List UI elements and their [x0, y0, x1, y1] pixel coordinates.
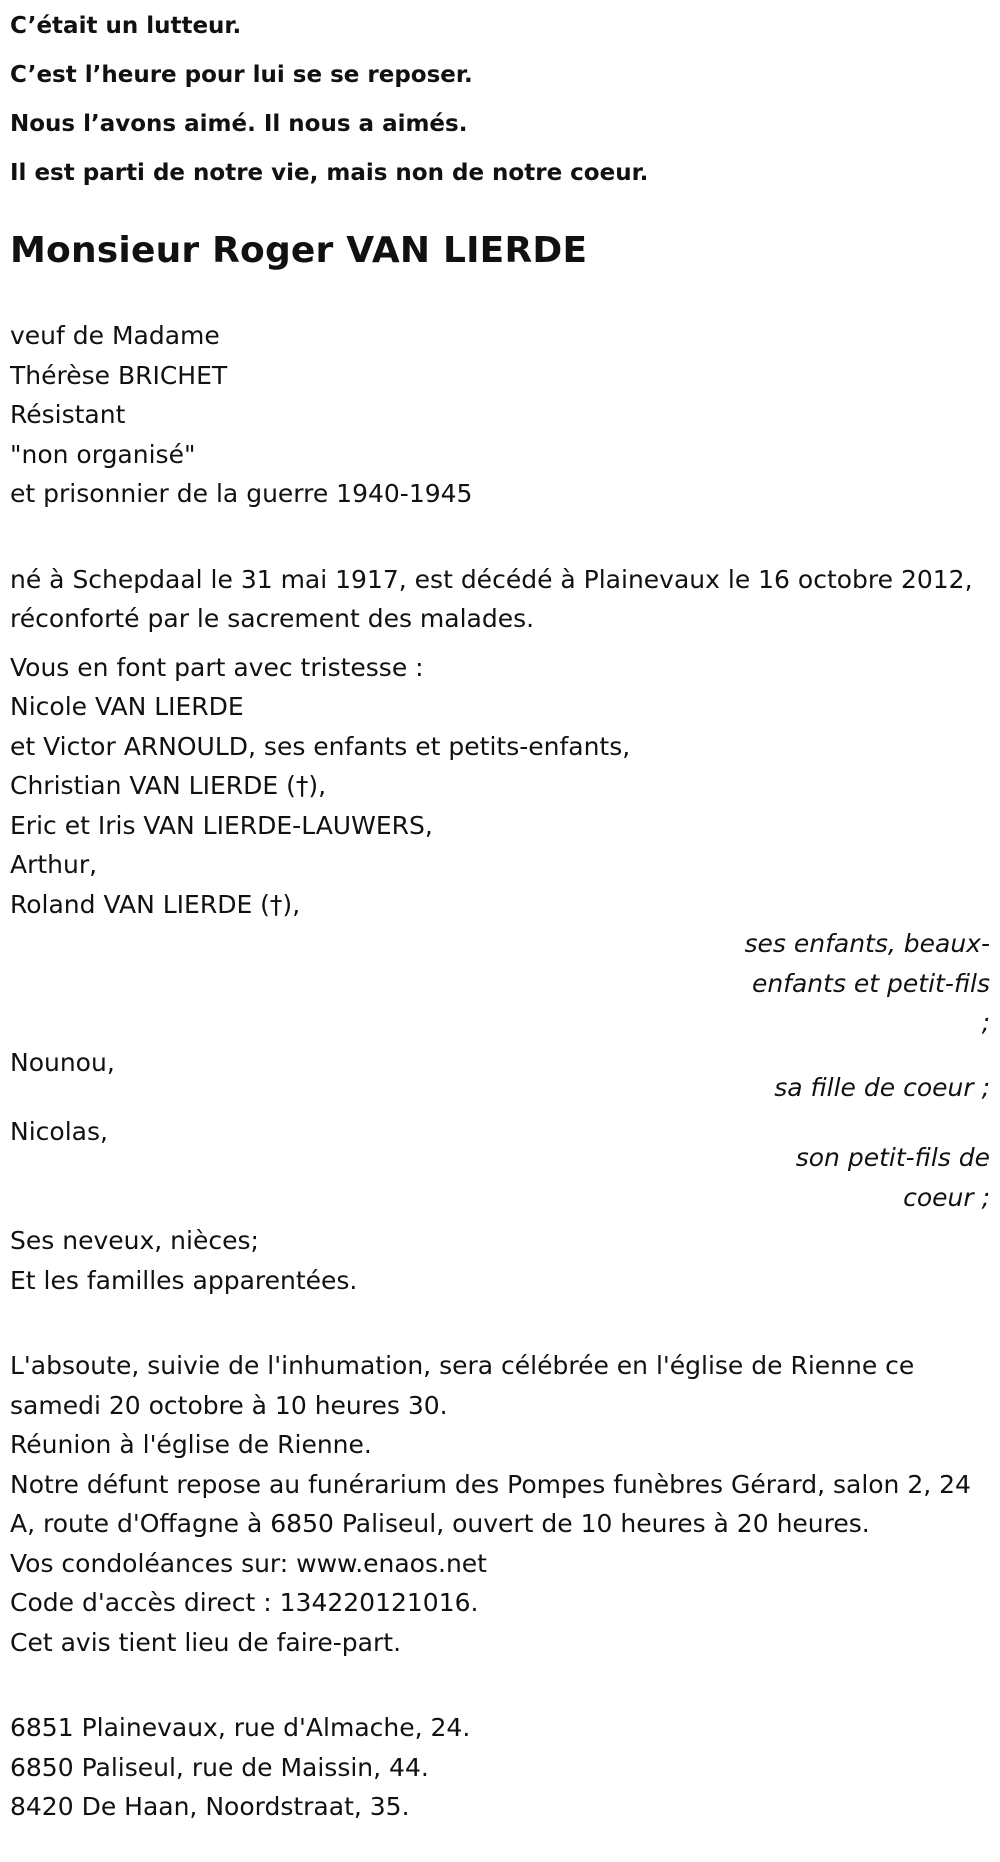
family-member: et Victor ARNOULD, ses enfants et petits-enfants, [10, 731, 631, 761]
family-member: Arthur, [10, 850, 98, 879]
family-member: Nicolas, [10, 1116, 108, 1146]
address-line: 8420 De Haan, Noordstraat, 35. [10, 1792, 410, 1821]
bio-line: veuf de Madame [10, 321, 220, 350]
epitaph-quote [10, 0, 990, 198]
ceremony-info [10, 1346, 990, 1662]
quote-line: Nous l’avons aimé. Il nous a aimés. [10, 111, 468, 137]
quote-line: Il est parti de notre vie, mais non de notre coeur. [10, 160, 649, 186]
quote-line: C’est l’heure pour lui se se reposer. [10, 62, 473, 88]
family-member: Eric et Iris VAN LIERDE-LAUWERS, [10, 810, 433, 840]
deceased-name: Monsieur Roger VAN LIERDE [10, 230, 588, 271]
family-list [10, 648, 990, 1301]
access-code-line: Code d'accès direct : 134220121016. [10, 1588, 479, 1617]
family-member: Christian VAN LIERDE (†), [10, 771, 327, 800]
birth-line: né à Schepdaal le 31 mai 1917, est décédé à Plainevaux le 16 octobre 2012, [10, 564, 973, 594]
relation-label: ses enfants, beaux-enfants et petit-fils ; [744, 929, 990, 1037]
bio-line: "non organisé" [10, 439, 196, 469]
ceremony-paragraph: Notre défunt repose au funérarium des Pompes funèbres Gérard, salon 2, 24 A, route d'Offagne à 6850 Paliseul, ouvert de 10 heures à 20 heures. [10, 1469, 971, 1538]
ceremony-paragraph: Cet avis tient lieu de faire-part. [10, 1627, 402, 1657]
family-member: Et les familles apparentées. [10, 1265, 358, 1295]
family-member: Nounou, [10, 1047, 115, 1077]
condolences-line: Vos condoléances sur: www.enaos.net [10, 1548, 487, 1578]
address-line: 6850 Paliseul, rue de Maissin, 44. [10, 1752, 429, 1782]
bio-line: et prisonnier de la guerre 1940-1945 [10, 479, 473, 508]
bio-line: Thérèse BRICHET [10, 360, 228, 390]
relation-label: sa fille de coeur ; [774, 1073, 990, 1102]
relation-row [10, 1068, 990, 1108]
relation-label: son petit-fils de coeur ; [795, 1143, 990, 1212]
family-member: Roland VAN LIERDE (†), [10, 889, 301, 919]
relation-row [10, 1138, 990, 1217]
relation-row [10, 924, 990, 1043]
bio-line: Résistant [10, 400, 126, 429]
biography [10, 316, 990, 514]
quote-line: C’était un lutteur. [10, 13, 242, 39]
address-line: 6851 Plainevaux, rue d'Almache, 24. [10, 1713, 471, 1742]
birth-death-info [10, 560, 990, 639]
ceremony-paragraph: L'absoute, suivie de l'inhumation, sera célébrée en l'église de Rienne ce samedi 20 octobre à 10 heures 30. [10, 1351, 915, 1420]
family-member: Ses neveux, nièces; [10, 1226, 259, 1255]
family-intro: Vous en font part avec tristesse : [10, 652, 424, 682]
family-member: Nicole VAN LIERDE [10, 692, 244, 721]
ceremony-paragraph: Réunion à l'église de Rienne. [10, 1430, 372, 1459]
addresses [10, 1708, 990, 1827]
birth-line: réconforté par le sacrement des malades. [10, 604, 535, 633]
